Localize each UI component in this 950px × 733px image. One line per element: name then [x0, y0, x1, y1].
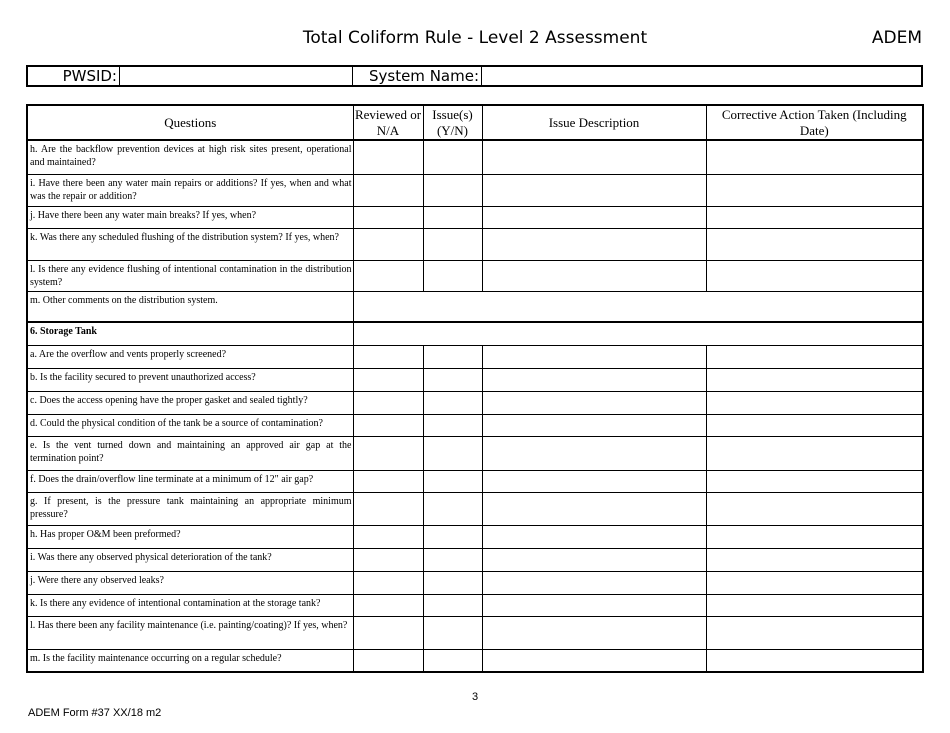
table-row [27, 548, 923, 571]
pwsid-field[interactable] [120, 67, 353, 85]
description-cell[interactable] [482, 174, 706, 206]
id-bar [26, 65, 923, 87]
description-cell[interactable] [482, 492, 706, 525]
section-row [27, 322, 923, 345]
col-reviewed: Reviewed or N/A [353, 105, 423, 140]
table-row [27, 368, 923, 391]
table-row [27, 492, 923, 525]
issue-cell[interactable] [423, 492, 482, 525]
table-row [27, 260, 923, 291]
question-cell: k. Was there any scheduled flushing of the distribution system? If yes, when? [27, 228, 353, 260]
question-cell: l. Is there any evidence flushing of intentional contamination in the distribution system? [27, 260, 353, 291]
table-header-row [27, 105, 923, 140]
issue-cell[interactable] [423, 649, 482, 672]
table-row [27, 649, 923, 672]
description-cell[interactable] [482, 571, 706, 594]
action-cell[interactable] [706, 470, 923, 492]
action-cell[interactable] [706, 140, 923, 174]
issue-cell[interactable] [423, 206, 482, 228]
question-cell: m. Is the facility maintenance occurring on a regular schedule? [27, 649, 353, 672]
issue-cell[interactable] [423, 174, 482, 206]
description-cell[interactable] [482, 548, 706, 571]
reviewed-cell[interactable] [353, 525, 423, 548]
table-row [27, 436, 923, 470]
action-cell[interactable] [706, 174, 923, 206]
question-cell: m. Other comments on the distribution system. [27, 291, 353, 322]
action-cell[interactable] [706, 228, 923, 260]
col-issue-description: Issue Description [482, 105, 706, 140]
pwsid-label: PWSID: [28, 67, 120, 85]
issue-cell[interactable] [423, 436, 482, 470]
question-cell: b. Is the facility secured to prevent unauthorized access? [27, 368, 353, 391]
issue-cell[interactable] [423, 525, 482, 548]
description-cell[interactable] [482, 649, 706, 672]
col-questions: Questions [27, 105, 353, 140]
reviewed-cell[interactable] [353, 206, 423, 228]
question-cell: f. Does the drain/overflow line terminate at a minimum of 12" air gap? [27, 470, 353, 492]
comments-cell[interactable] [353, 291, 923, 322]
reviewed-cell[interactable] [353, 492, 423, 525]
table-row [27, 391, 923, 414]
system-name-label: System Name: [352, 67, 482, 85]
action-cell[interactable] [706, 548, 923, 571]
action-cell[interactable] [706, 525, 923, 548]
reviewed-cell[interactable] [353, 391, 423, 414]
question-cell: i. Was there any observed physical deterioration of the tank? [27, 548, 353, 571]
table-row [27, 571, 923, 594]
action-cell[interactable] [706, 260, 923, 291]
issue-cell[interactable] [423, 368, 482, 391]
description-cell[interactable] [482, 616, 706, 649]
page-number: 3 [471, 691, 479, 703]
reviewed-cell[interactable] [353, 345, 423, 368]
action-cell[interactable] [706, 616, 923, 649]
reviewed-cell[interactable] [353, 548, 423, 571]
action-cell[interactable] [706, 571, 923, 594]
description-cell[interactable] [482, 228, 706, 260]
table-row [27, 345, 923, 368]
description-cell[interactable] [482, 206, 706, 228]
reviewed-cell[interactable] [353, 414, 423, 436]
reviewed-cell[interactable] [353, 616, 423, 649]
reviewed-cell[interactable] [353, 368, 423, 391]
system-name-field[interactable] [482, 67, 921, 85]
section-title: 6. Storage Tank [27, 322, 353, 345]
issue-cell[interactable] [423, 616, 482, 649]
description-cell[interactable] [482, 470, 706, 492]
action-cell[interactable] [706, 414, 923, 436]
col-issues: Issue(s) (Y/N) [423, 105, 482, 140]
description-cell[interactable] [482, 140, 706, 174]
question-cell: j. Were there any observed leaks? [27, 571, 353, 594]
table-row [27, 594, 923, 616]
question-cell: l. Has there been any facility maintenance (i.e. painting/coating)? If yes, when? [27, 616, 353, 649]
issue-cell[interactable] [423, 391, 482, 414]
reviewed-cell[interactable] [353, 594, 423, 616]
description-cell[interactable] [482, 414, 706, 436]
form-footer: ADEM Form #37 XX/18 m2 [28, 707, 162, 719]
reviewed-cell[interactable] [353, 571, 423, 594]
description-cell[interactable] [482, 436, 706, 470]
action-cell[interactable] [706, 436, 923, 470]
table-row [27, 140, 923, 174]
reviewed-cell[interactable] [353, 228, 423, 260]
issue-cell[interactable] [423, 345, 482, 368]
reviewed-cell[interactable] [353, 649, 423, 672]
issue-cell[interactable] [423, 594, 482, 616]
table-row [27, 174, 923, 206]
question-cell: c. Does the access opening have the proper gasket and sealed tightly? [27, 391, 353, 414]
issue-cell[interactable] [423, 228, 482, 260]
action-cell[interactable] [706, 206, 923, 228]
description-cell[interactable] [482, 391, 706, 414]
action-cell[interactable] [706, 345, 923, 368]
question-cell: g. If present, is the pressure tank maintaining an appropriate minimum pressure? [27, 492, 353, 525]
action-cell[interactable] [706, 492, 923, 525]
description-cell[interactable] [482, 345, 706, 368]
question-cell: h. Has proper O&M been preformed? [27, 525, 353, 548]
col-corrective-action: Corrective Action Taken (Including Date) [706, 105, 923, 140]
table-row [27, 206, 923, 228]
table-row [27, 414, 923, 436]
issue-cell[interactable] [423, 260, 482, 291]
table-row [27, 470, 923, 492]
issue-cell[interactable] [423, 548, 482, 571]
issue-cell[interactable] [423, 414, 482, 436]
reviewed-cell[interactable] [353, 140, 423, 174]
description-cell[interactable] [482, 368, 706, 391]
description-cell[interactable] [482, 594, 706, 616]
reviewed-cell[interactable] [353, 174, 423, 206]
action-cell[interactable] [706, 594, 923, 616]
table-row [27, 525, 923, 548]
question-cell: k. Is there any evidence of intentional contamination at the storage tank? [27, 594, 353, 616]
reviewed-cell[interactable] [353, 436, 423, 470]
action-cell[interactable] [706, 368, 923, 391]
action-cell[interactable] [706, 649, 923, 672]
table-row [27, 616, 923, 649]
assessment-table [26, 104, 924, 673]
question-cell: h. Are the backflow prevention devices at high risk sites present, operational and maintained? [27, 140, 353, 174]
question-cell: i. Have there been any water main repairs or additions? If yes, when and what was the repair or addition? [27, 174, 353, 206]
table-row [27, 228, 923, 260]
agency-label: ADEM [871, 28, 922, 48]
reviewed-cell[interactable] [353, 470, 423, 492]
issue-cell[interactable] [423, 571, 482, 594]
question-cell: j. Have there been any water main breaks? If yes, when? [27, 206, 353, 228]
question-cell: d. Could the physical condition of the tank be a source of contamination? [27, 414, 353, 436]
issue-cell[interactable] [423, 470, 482, 492]
page-title: Total Coliform Rule - Level 2 Assessment [302, 28, 648, 48]
question-cell: e. Is the vent turned down and maintaining an approved air gap at the termination point? [27, 436, 353, 470]
issue-cell[interactable] [423, 140, 482, 174]
question-cell: a. Are the overflow and vents properly screened? [27, 345, 353, 368]
action-cell[interactable] [706, 391, 923, 414]
section-blank-cell [353, 322, 923, 345]
description-cell[interactable] [482, 525, 706, 548]
description-cell[interactable] [482, 260, 706, 291]
table-row [27, 291, 923, 322]
reviewed-cell[interactable] [353, 260, 423, 291]
